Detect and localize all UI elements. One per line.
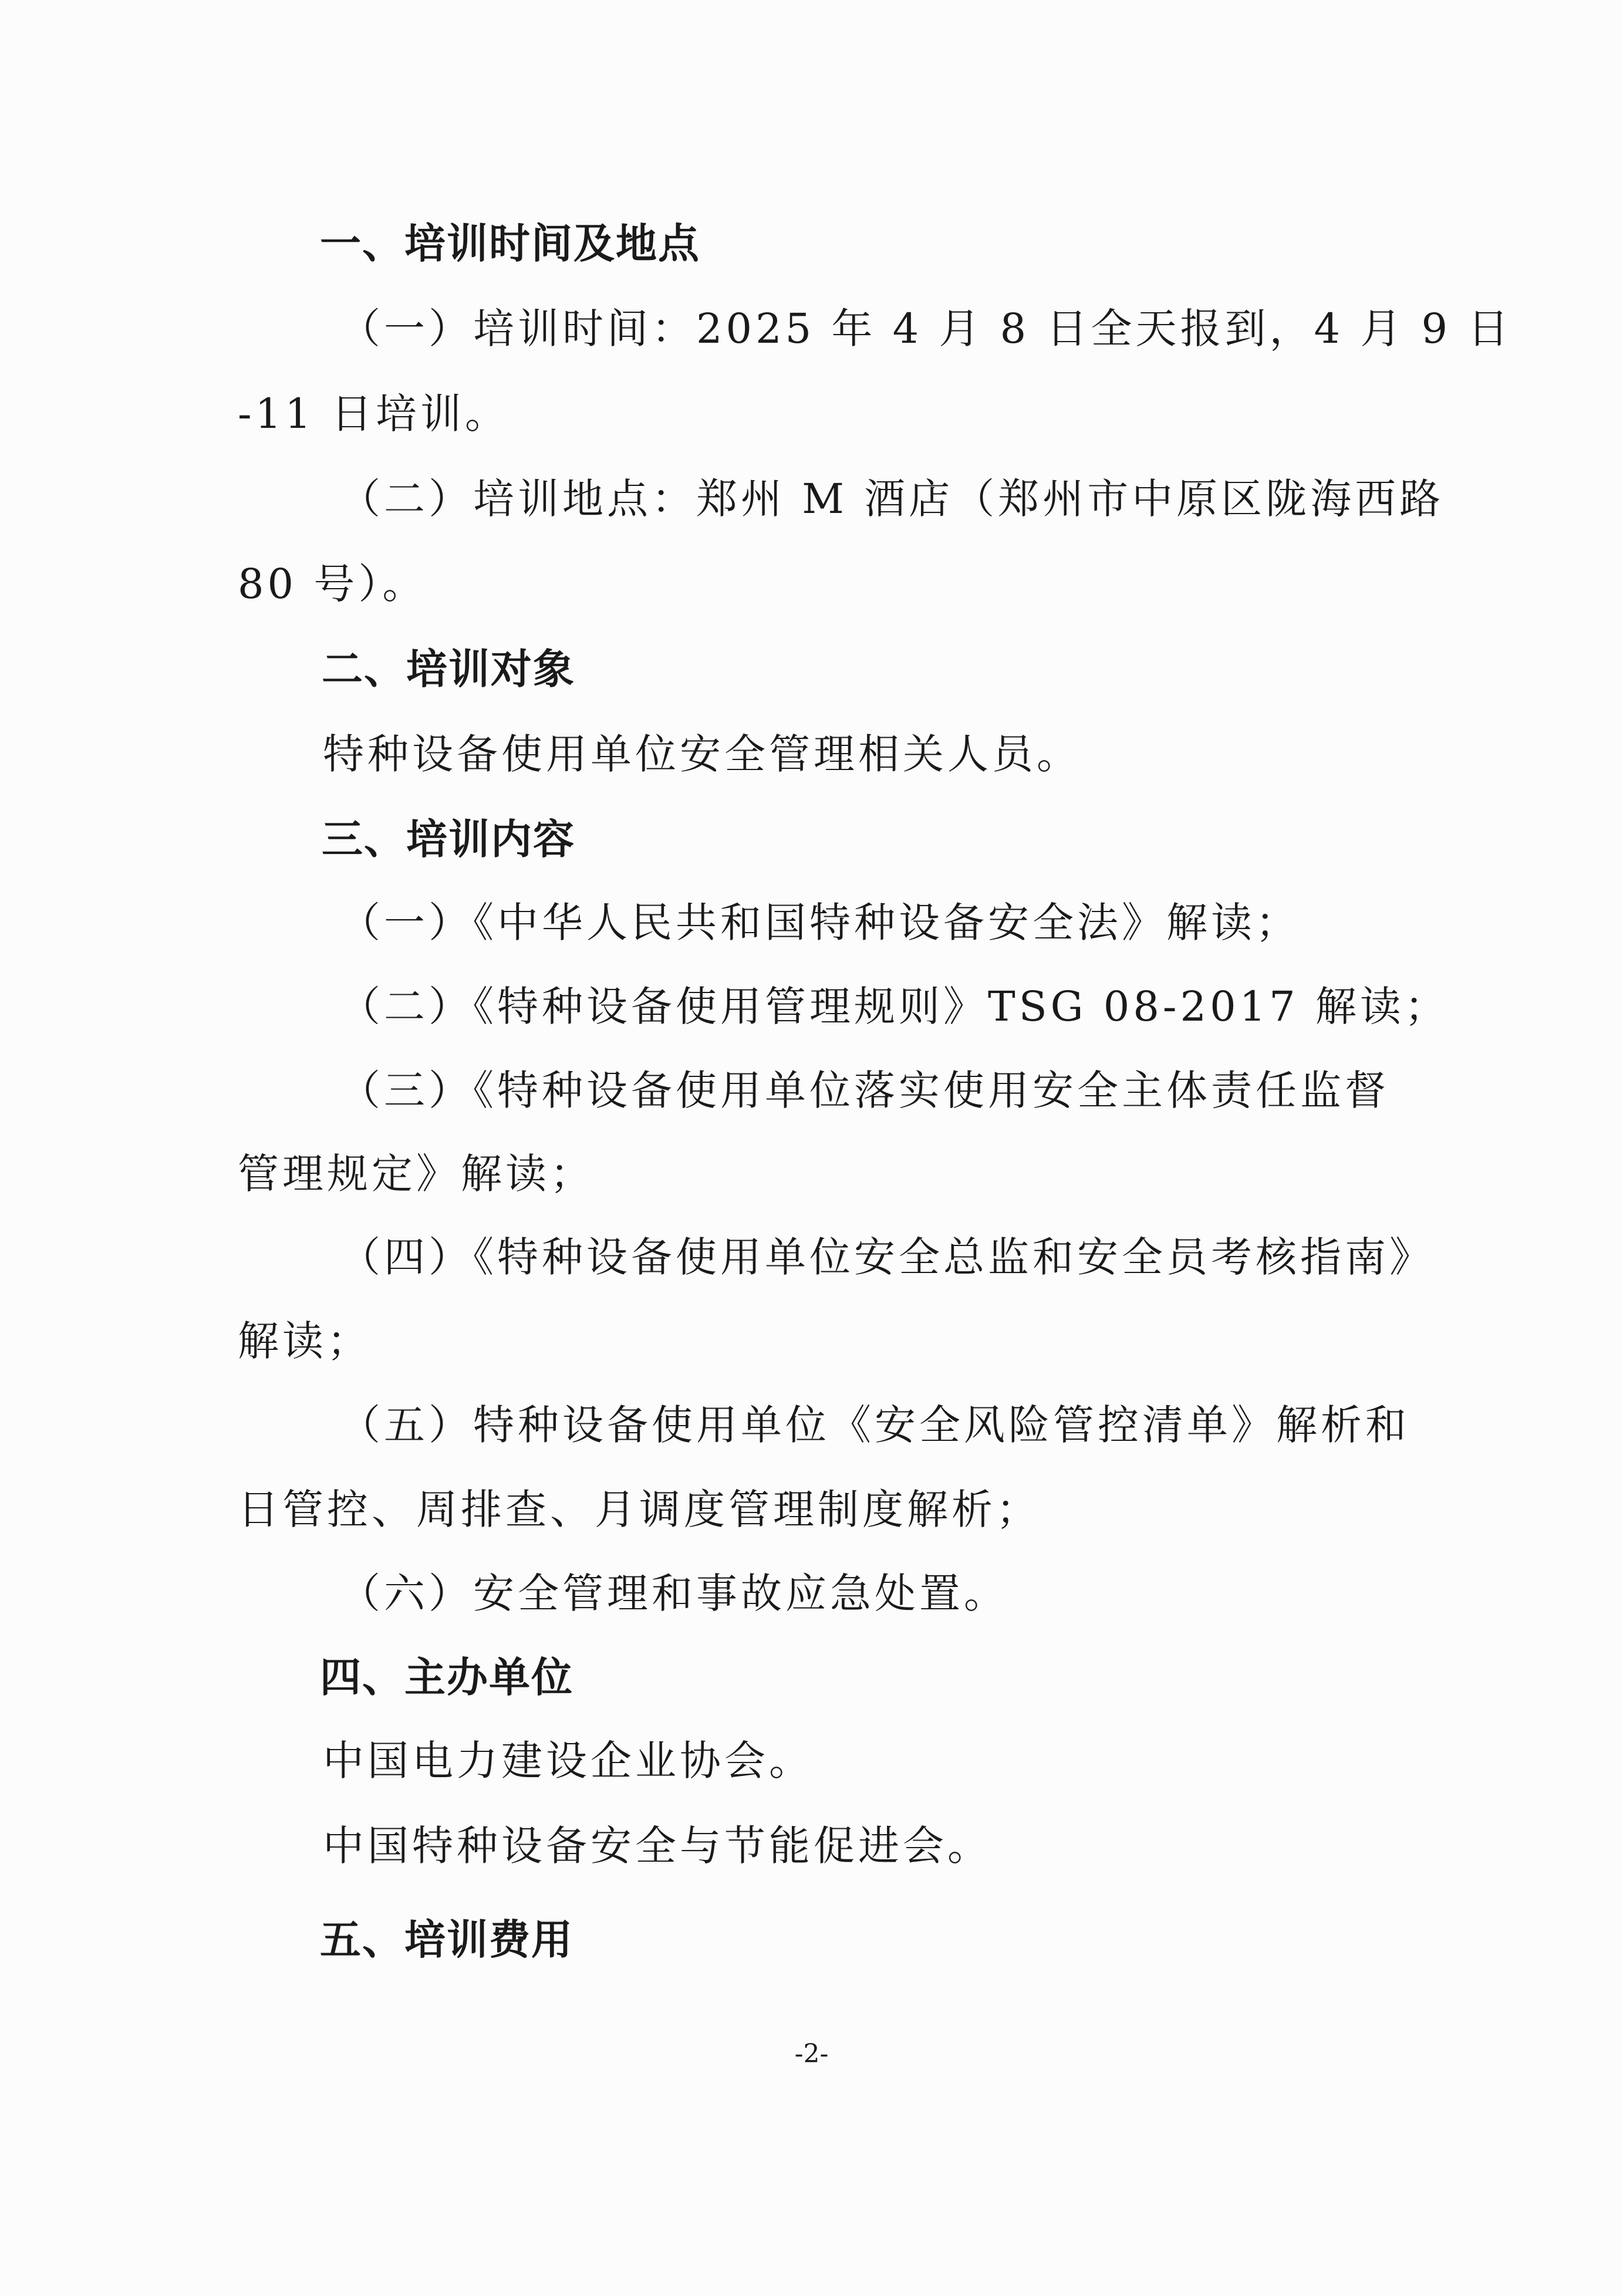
paragraph-content-item4-line1: （四）《特种设备使用单位安全总监和安全员考核指南》 (339, 1233, 1434, 1281)
page-number: -2- (794, 2039, 829, 2069)
paragraph-organizer-1: 中国电力建设企业协会。 (323, 1737, 814, 1785)
paragraph-content-item3-line1: （三）《特种设备使用单位落实使用安全主体责任监督 (339, 1066, 1389, 1115)
paragraph-content-item4-line2: 解读； (238, 1317, 372, 1365)
paragraph-training-time-line1: （一）培训时间：2025 年 4 月 8 日全天报到，4 月 9 日 (339, 305, 1513, 353)
paragraph-training-time-line2: -11 日培训。 (238, 390, 509, 438)
paragraph-content-item2: （二）《特种设备使用管理规则》TSG 08-2017 解读； (339, 982, 1449, 1031)
section-heading-time-place: 一、培训时间及地点 (320, 220, 700, 268)
section-heading-fees: 五、培训费用 (320, 1916, 573, 1964)
paragraph-organizer-2: 中国特种设备安全与节能促进会。 (323, 1822, 992, 1870)
paragraph-training-place-line1: （二）培训地点：郑州 M 酒店（郑州市中原区陇海西路 (339, 475, 1445, 523)
paragraph-content-item3-line2: 管理规定》解读； (238, 1150, 595, 1198)
paragraph-content-item1: （一）《中华人民共和国特种设备安全法》解读； (339, 899, 1300, 947)
section-heading-content: 三、培训内容 (322, 815, 575, 863)
paragraph-content-item5-line1: （五）特种设备使用单位《安全风险管控清单》解析和 (339, 1401, 1410, 1449)
paragraph-content-item6: （六）安全管理和事故应急处置。 (339, 1569, 1008, 1618)
paragraph-training-place-line2: 80 号）。 (238, 560, 427, 608)
section-heading-audience: 二、培训对象 (322, 645, 575, 693)
paragraph-content-item5-line2: 日管控、周排查、月调度管理制度解析； (238, 1485, 1041, 1534)
section-heading-organizer: 四、主办单位 (320, 1653, 573, 1701)
paragraph-audience: 特种设备使用单位安全管理相关人员。 (323, 730, 1081, 778)
